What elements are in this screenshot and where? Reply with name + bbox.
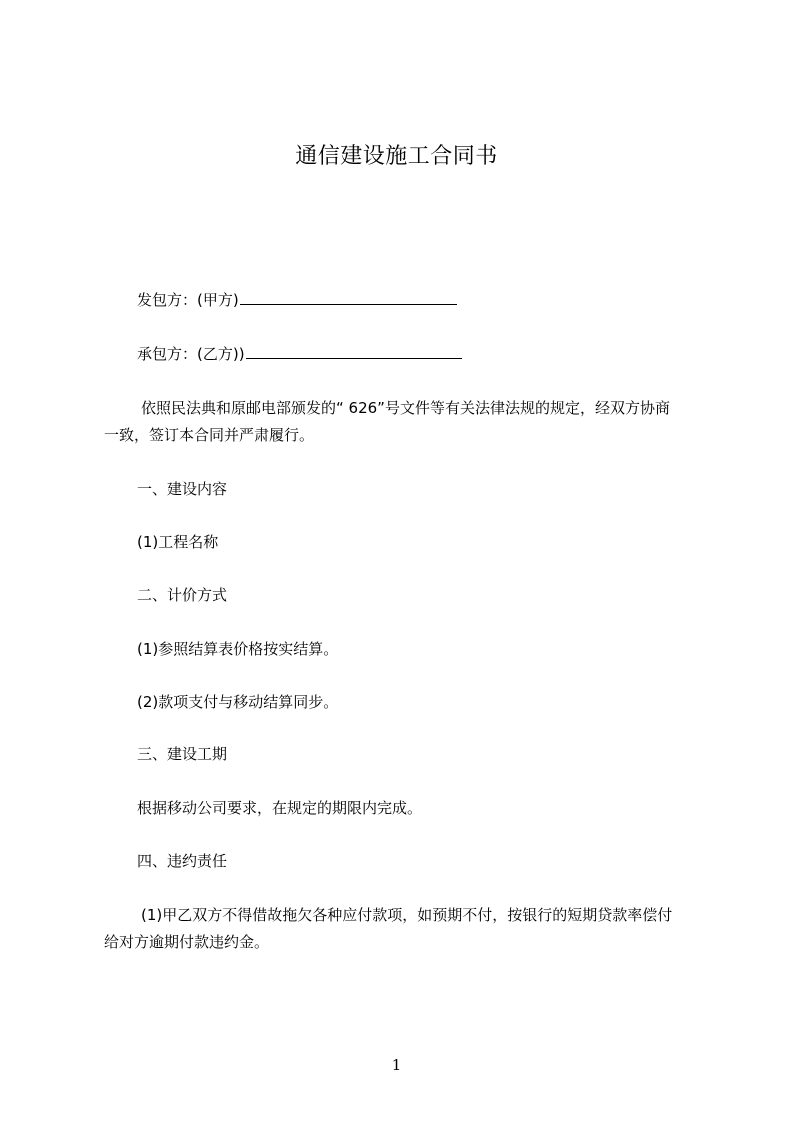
document-title: 通信建设施工合同书 [295, 144, 498, 169]
section3-heading: 三、建设工期 [137, 745, 228, 763]
page-number: 1 [391, 1056, 402, 1074]
intro-paragraph-line2: 一致，签订本合同并严肃履行。 [104, 426, 315, 444]
party-a-blank [240, 289, 457, 305]
section4-heading: 四、违约责任 [137, 852, 228, 870]
intro-paragraph-line1: 依照民法典和原邮电部颁发的“ 626”号文件等有关法律法规的规定，经双方协商 [141, 399, 670, 417]
section3-text: 根据移动公司要求，在规定的期限内完成。 [137, 799, 423, 817]
section4-item1-line2: 给对方逾期付款违约金。 [104, 933, 270, 951]
party-b-label: 承包方：(乙方)) [137, 345, 245, 363]
section1-item1: (1)工程名称 [137, 533, 219, 551]
section2-item2: (2)款项支付与移动结算同步。 [137, 693, 339, 711]
party-a-label: 发包方：(甲方) [137, 291, 239, 309]
party-a-line [137, 289, 457, 311]
party-b-line [137, 343, 462, 365]
party-b-blank [246, 343, 462, 359]
section1-heading: 一、建设内容 [137, 480, 228, 498]
section2-item1: (1)参照结算表价格按实结算。 [137, 640, 339, 658]
section2-heading: 二、计价方式 [137, 586, 228, 604]
section4-item1-line1: (1)甲乙双方不得借故拖欠各种应付款项，如预期不付，按银行的短期贷款率偿付 [141, 906, 673, 924]
